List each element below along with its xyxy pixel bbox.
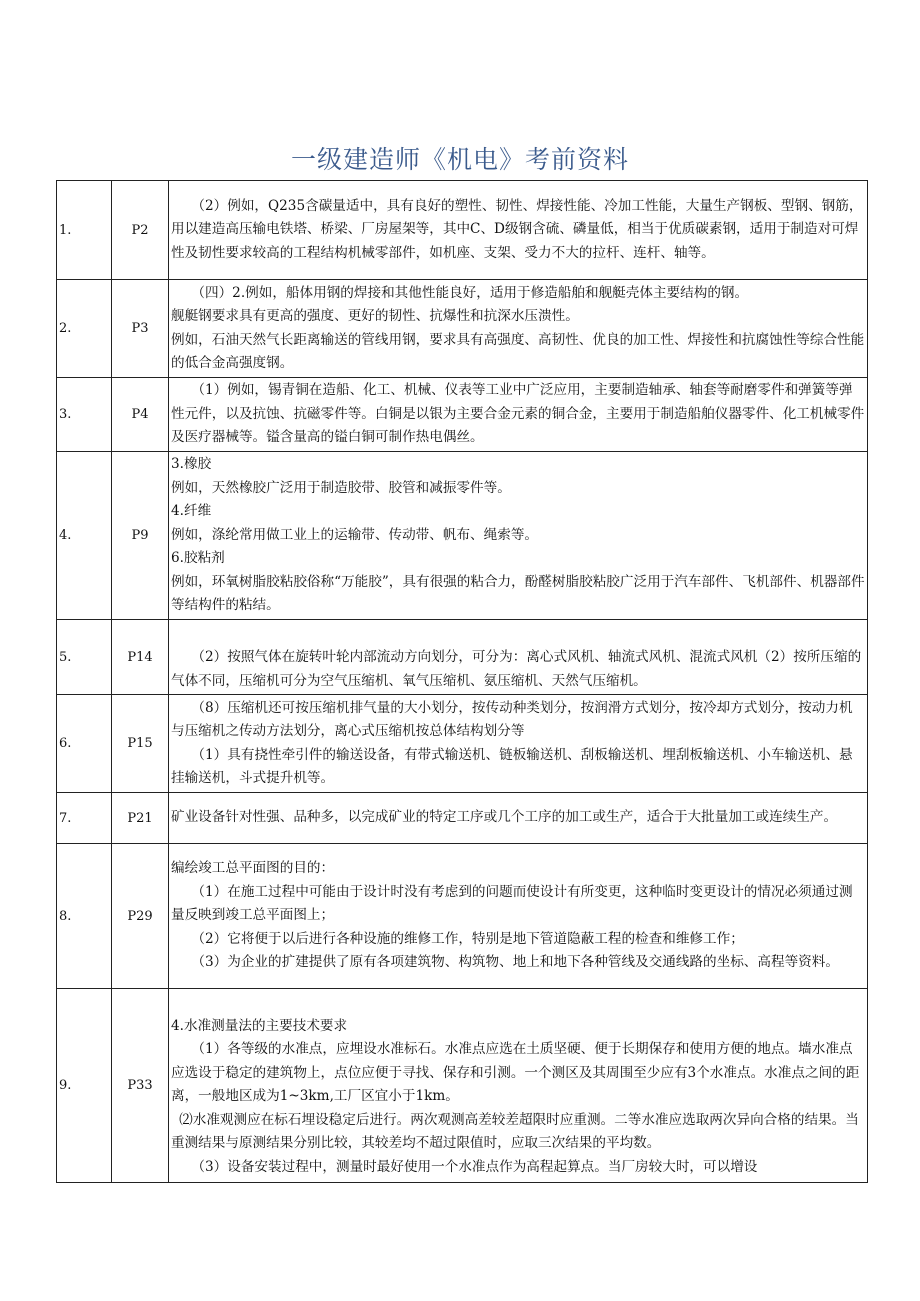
table-row (57, 844, 868, 989)
table-row (57, 452, 868, 620)
page-reference: P4 (112, 378, 169, 452)
row-number: 8. (57, 844, 112, 989)
row-content (169, 844, 868, 989)
paragraph: 例如，天然橡胶广泛用于制造胶带、胶管和减振零件等。 (171, 479, 511, 496)
page-reference: P33 (112, 989, 169, 1183)
paragraph: （四）2.例如，船体用钢的焊接和其他性能良好，适用于修造船舶和舰艇壳体主要结构的钢。 (191, 284, 749, 301)
row-number: 1. (57, 181, 112, 280)
table-row (57, 989, 868, 1183)
table-row (57, 620, 868, 695)
paragraph: 编绘竣工总平面图的目的： (171, 860, 335, 877)
row-number: 7. (57, 793, 112, 844)
table-row (57, 695, 868, 793)
row-content (169, 793, 868, 844)
table-row (57, 378, 868, 452)
row-number: 5. (57, 620, 112, 695)
row-content (169, 181, 868, 280)
row-content (169, 989, 868, 1183)
paragraph: （3）为企业的扩建提供了原有各项建筑物、构筑物、地上和地下各种管线及交通线路的坐标、高程等资料。 (191, 954, 839, 971)
paragraph: 例如，涤纶常用做工业上的运输带、传动带、帆布、绳索等。 (171, 526, 539, 543)
row-content (169, 620, 868, 695)
paragraph: 4.纤维 (171, 503, 212, 520)
paragraph: 4.水准测量法的主要技术要求 (171, 1017, 348, 1034)
row-number: 3. (57, 378, 112, 452)
paragraph: 矿业设备针对性强、品种多，以完成矿业的特定工序或几个工序的加工或生产，适合于大批量加工或连续生产。 (171, 809, 838, 826)
page-reference: P15 (112, 695, 169, 793)
content-clip (171, 991, 865, 1181)
page-reference: P29 (112, 844, 169, 989)
paragraph: 3.橡胶 (171, 456, 212, 473)
page-reference: P9 (112, 452, 169, 620)
paragraph: （1）具有挠性牵引件的输送设备，有带式输送机、链板输送机、刮板输送机、埋刮板输送机、小车输送机、悬挂输送机，斗式提升机等。 (171, 746, 853, 786)
page-reference: P14 (112, 620, 169, 695)
page-reference: P3 (112, 280, 169, 378)
paragraph: 6.胶粘剂 (171, 550, 225, 567)
row-number: 4. (57, 452, 112, 620)
paragraph: 例如，石油天然气长距离输送的管线用钢，要求具有高强度、高韧性、优良的加工性、焊接性和抗腐蚀性等综合性能的低合金高强度钢。 (171, 331, 865, 371)
row-content (169, 695, 868, 793)
table-row (57, 280, 868, 378)
paragraph: （2）按照气体在旋转叶轮内部流动方向划分，可分为：离心式风机、轴流式风机、混流式风机（2）按所压缩的气体不同，压缩机可分为空气压缩机、氧气压缩机、氨压缩机、天然气压缩机。 (171, 649, 862, 689)
table-row (57, 181, 868, 280)
paragraph: （8）压缩机还可按压缩机排气量的大小划分，按传动种类划分，按润滑方式划分，按冷却方式划分，按动力机与压缩机之传动方法划分，离心式压缩机按总体结构划分等 (171, 699, 853, 739)
table-row (57, 793, 868, 844)
page-reference: P21 (112, 793, 169, 844)
row-number: 6. (57, 695, 112, 793)
content-table (56, 180, 868, 1183)
paragraph: （2）它将便于以后进行各种设施的维修工作，特别是地下管道隐蔽工程的检查和维修工作； (191, 930, 744, 947)
paragraph: 舰艇钢要求具有更高的强度、更好的韧性、抗爆性和抗深水压溃性。 (171, 308, 579, 324)
row-number: 9. (57, 989, 112, 1183)
row-number: 2. (57, 280, 112, 378)
paragraph: （2）例如，Q235含碳量适中，具有良好的塑性、韧性、焊接性能、冷加工性能，大量生产钢板、型钢、钢筋，用以建造高压输电铁塔、桥梁、厂房屋架等，其中C、D级钢含硫、磷量低，相当于优质碳素钢，适用于制造对可焊性及韧性要求较高的工程结构机械零部件，如机座、支架、受力不大的拉杆、连杆、轴等。 (171, 197, 863, 261)
page-reference: P2 (112, 181, 169, 280)
paragraph: （1）例如，锡青铜在造船、化工、机械、仪表等工业中广泛应用，主要制造轴承、轴套等耐磨零件和弹簧等弹性元件，以及抗蚀、抗磁零件等。白铜是以银为主要合金元素的铜合金，主要用于制造船舶仪器零件、化工机械零件及医疗器械等。镒含量高的镒白铜可制作热电偶丝。 (171, 382, 865, 446)
paragraph: （1）各等级的水准点，应埋设水准标石。水准点应选在土质坚硬、便于长期保存和使用方便的地点。墙水准点应选设于稳定的建筑物上，点位应便于寻找、保存和引测。一个测区及其周围至少应有3个水准点。水准点之间的距离，一般地区成为1~3km,工厂区宜小于1km。 (171, 1041, 860, 1104)
paragraph: （1）在施工过程中可能由于设计时没有考虑到的问题而使设计有所变更，这种临时变更设计的情况必须通过测量反映到竣工总平面图上； (171, 883, 853, 924)
row-content (169, 452, 868, 620)
paragraph: （3）设备安装过程中，测量时最好使用一个水准点作为高程起算点。当厂房较大时，可以增设 (191, 1158, 758, 1175)
row-content (169, 378, 868, 452)
paragraph: 例如，环氧树脂胶粘胶俗称“万能胶”，具有很强的粘合力，酚醛树脂胶粘胶广泛用于汽车部件、飞机部件、机器部件等结构件的粘结。 (171, 573, 865, 614)
row-content (169, 280, 868, 378)
page-title: 一级建造师《机电》考前资料 (290, 145, 629, 174)
paragraph: ⑵水准观测应在标石埋设稳定后进行。两次观测高差较差超限时应重测。二等水准应选取两次异向合格的结果。当重测结果与原测结果分别比较，其较差均不超过限值时，应取三次结果的平均数。 (171, 1111, 859, 1151)
